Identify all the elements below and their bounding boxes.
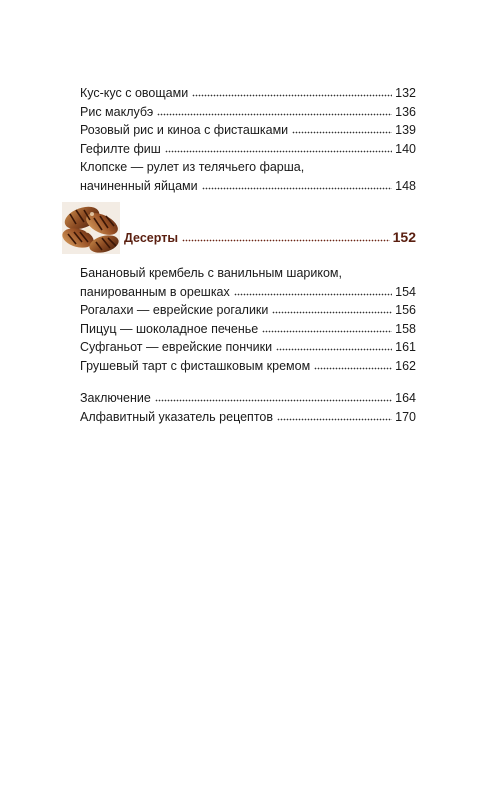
section-title: Десерты: [124, 231, 179, 245]
dot-leader: [276, 339, 392, 351]
toc-entry[interactable]: [80, 301, 416, 320]
pastry-photo-icon: [62, 202, 120, 254]
toc-entry[interactable]: [80, 357, 416, 376]
toc-entry-title: Пицуц — шоколадное печенье: [80, 321, 259, 336]
toc-group-mains: [80, 84, 416, 196]
toc-entry[interactable]: [80, 389, 416, 408]
dot-leader: [192, 85, 392, 97]
toc-entry[interactable]: [80, 158, 416, 195]
toc-entry-page: 136: [395, 104, 416, 119]
toc-entry-page: 139: [395, 123, 416, 138]
toc-entry[interactable]: [80, 84, 416, 103]
toc-group-desserts: [80, 264, 416, 376]
toc-entry-page: 140: [395, 141, 416, 156]
toc-entry-title: Розовый рис и киноа с фисташками: [80, 123, 289, 138]
dot-leader: [182, 230, 390, 242]
toc-entry-page: 158: [395, 321, 416, 336]
toc-entry-page: 170: [395, 409, 416, 424]
toc-entry[interactable]: [80, 140, 416, 159]
toc-entry-page: 148: [395, 178, 416, 193]
toc-entry-title: Суфганьот — еврейские пончики: [80, 340, 273, 355]
toc-entry-page: 132: [395, 86, 416, 100]
toc-entry-title-line1: Банановый крембель с ванильным шариком,: [80, 266, 342, 280]
toc-entry-page: 161: [395, 340, 416, 355]
toc-entry-page: 156: [395, 303, 416, 318]
dot-leader: [157, 104, 392, 116]
toc-entry[interactable]: [80, 338, 416, 357]
dot-leader: [314, 358, 392, 370]
toc-entry[interactable]: [80, 408, 416, 427]
dot-leader: [262, 321, 392, 333]
toc-entry[interactable]: [80, 103, 416, 122]
toc-entry[interactable]: [80, 121, 416, 140]
toc-entry-title: Заключение: [80, 391, 151, 405]
toc-entry-title: начиненный яйцами: [80, 178, 198, 193]
dot-leader: [165, 141, 392, 153]
dot-leader: [155, 390, 392, 402]
dot-leader: [202, 178, 392, 190]
toc-entry[interactable]: [80, 264, 416, 301]
toc-entry-page: 154: [395, 284, 416, 299]
toc-entry-title: Грушевый тарт с фисташковым кремом: [80, 358, 311, 373]
dot-leader: [234, 284, 392, 296]
toc-entry-title: панированным в орешках: [80, 284, 230, 299]
toc-entry-page: 164: [395, 391, 416, 405]
dot-leader: [277, 409, 392, 421]
toc-entry-page: 162: [395, 358, 416, 373]
toc-group-backmatter: [80, 389, 416, 426]
toc-entry-title: Рис маклубэ: [80, 104, 154, 119]
toc-entry-title: Кус-кус с овощами: [80, 86, 189, 100]
toc-entry-title: Рогалахи — еврейские рогалики: [80, 303, 269, 318]
toc-entry[interactable]: [80, 320, 416, 339]
toc-entry-title-line1: Клопске — рулет из телячьего фарша,: [80, 160, 305, 175]
section-page: 152: [392, 229, 416, 245]
toc-section-desserts[interactable]: [62, 202, 416, 254]
toc-entry-title: Алфавитный указатель рецептов: [80, 409, 273, 424]
dot-leader: [292, 122, 392, 134]
toc-entry-title: Гефилте фиш: [80, 141, 161, 156]
dot-leader: [272, 302, 392, 314]
